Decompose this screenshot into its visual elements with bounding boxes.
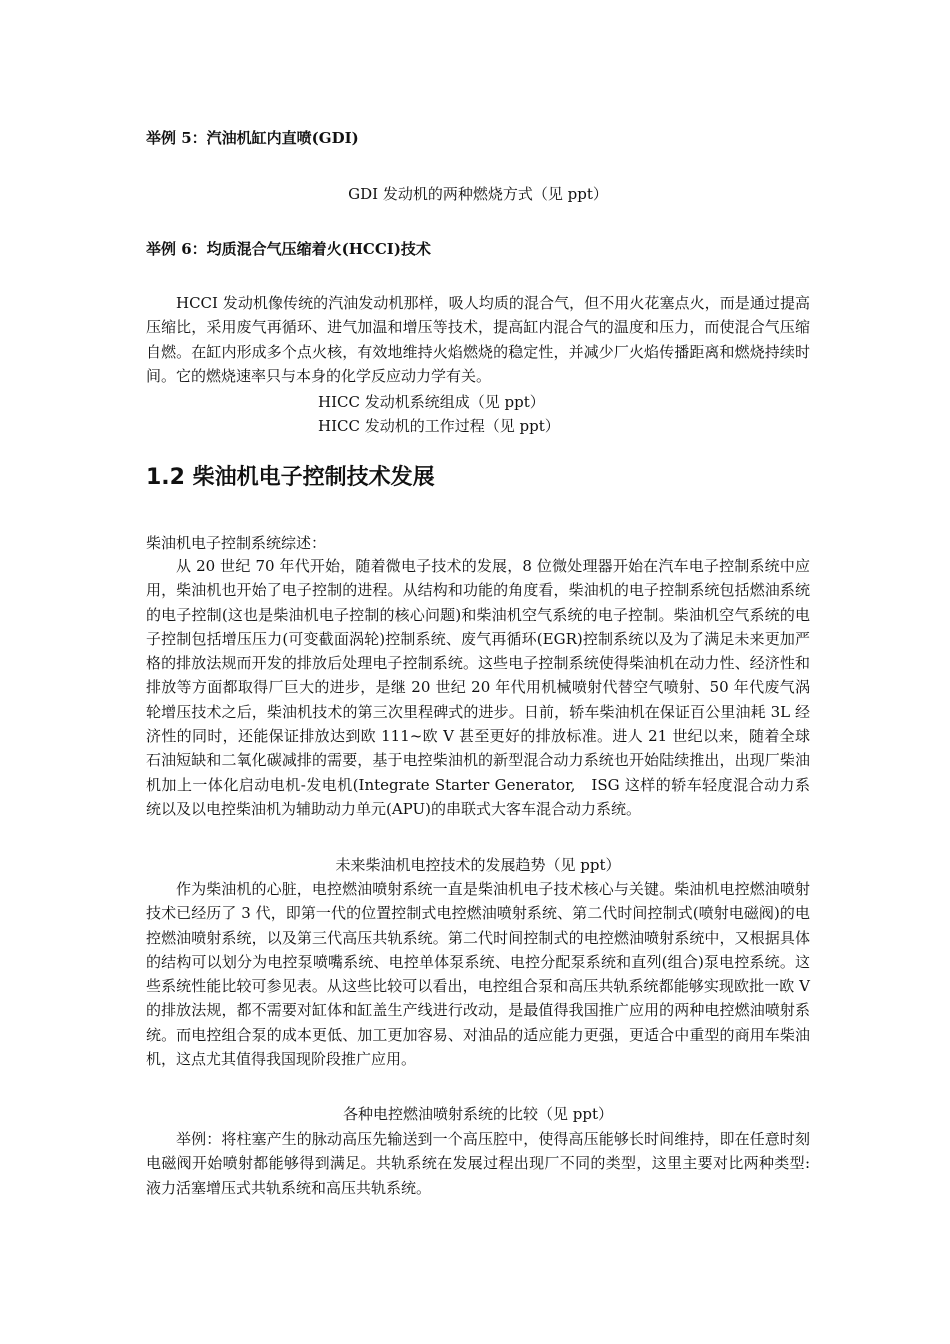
gdi-figure-caption: GDI 发动机的两种燃烧方式（见 ppt） xyxy=(348,185,608,203)
trend-caption: 未来柴油机电控技术的发展趋势（见 ppt） xyxy=(335,856,621,874)
paragraph-common-rail-text: 举例：将柱塞产生的脉动高压先输送到一个高压腔中，使得高压能够长时间维持，即在任意时刻电磁阀开始喷射都能够得到满足。共轨系统在发展过程出现厂不同的类型，这里主要对比两种类型:液力活塞增压式共轨系统和高压共轨系统。 xyxy=(146,1130,810,1197)
example-5-label: 举例 5：汽油机缸内直喷(GDI) xyxy=(146,129,359,147)
overview-label: 柴油机电子控制系统综述： xyxy=(146,534,327,552)
hcci-paragraph xyxy=(146,291,810,388)
comparison-caption: 各种电控燃油喷射系统的比较（见 ppt） xyxy=(342,1105,613,1123)
hicc-caption-system: HICC 发动机系统组成（见 ppt） xyxy=(318,393,545,411)
example-6-label: 举例 6：均质混合气压缩着火(HCCI)技术 xyxy=(146,240,431,258)
section-heading: 1.2 柴油机电子控制技术发展 xyxy=(146,465,435,490)
paragraph-fuel-injection xyxy=(146,877,810,1071)
hcci-paragraph-text: HCCI 发动机像传统的汽油发动机那样，吸人均质的混合气，但不用火花塞点火，而是通过提高压缩比，采用废气再循环、进气加温和增压等技术，提高缸内混合气的温度和压力，而使混合气压缩自燃。在缸内形成多个点火核，有效地维持火焰燃烧的稳定性，并减少厂火焰传播距离和燃烧持续时间。它的燃烧速率只与本身的化学反应动力学有关。 xyxy=(146,294,810,385)
paragraph-common-rail xyxy=(146,1127,810,1200)
paragraph-fuel-injection-text: 作为柴油机的心脏，电控燃油喷射系统一直是柴油机电子技术核心与关键。柴油机电控燃油喷射技术已经历了 3 代，即第一代的位置控制式电控燃油喷射系统、第二代时间控制式(喷射电磁阀)的电控燃油喷射系统，以及第三代高压共轨系统。第二代时间控制式的电控燃油喷射系统中，又根据具体的结构可以划分为电控泵喷嘴系统、电控单体泵系统、电控分配泵系统和直列(组合)泵电控系统。这些系统性能比较可参见表。从这些比较可以看出，电控组合泵和高压共轨系统都能够实现欧批一欧 V 的排放法规，都不需要对缸体和缸盖生产线进行改动，是最值得我国推广应用的两种电控燃油喷射系统。而电控组合泵的成本更低、加工更加容易、对油品的适应能力更强，更适合中重型的商用车柴油机，这点尤其值得我国现阶段推广应用。 xyxy=(146,880,810,1069)
hicc-caption-process: HICC 发动机的工作过程（见 ppt） xyxy=(318,417,560,435)
paragraph-electronic-control-text: 从 20 世纪 70 年代开始，随着微电子技术的发展，8 位微处理器开始在汽车电子控制系统中应用，柴油机也开始了电子控制的进程。从结构和功能的角度看，柴油机的电子控制系统包括燃油系统的电子控制(这也是柴油机电子控制的核心问题)和柴油机空气系统的电子控制。柴油机空气系统的电子控制包括增压压力(可变截面涡轮)控制系统、废气再循环(EGR)控制系统以及为了满足未来更加严格的排放法规而开发的排放后处理电子控制系统。这些电子控制系统使得柴油机在动力性、经济性和排放等方面都取得厂巨大的进步，是继 20 世纪 20 年代用机械喷射代替空气喷射、50 年代废气涡轮增压技术之后，柴油机技术的第三次里程碑式的进步。日前，轿车柴油机在保证百公里油耗 3L 经济性的同时，还能保证排放达到欧 111~欧 V 甚至更好的排放标准。进人 21 世纪以来，随着全球石油短缺和二氧化碳减排的需要，基于电控柴油机的新型混合动力系统也开始陆续推出，出现厂柴油机加上一体化启动电机-发电机(Integrate Starter Generator, ISG 这样的轿车轻度混合动力系统以及以电控柴油机为辅助动力单元(APU)的串联式大客车混合动力系统。 xyxy=(146,557,810,818)
paragraph-electronic-control xyxy=(146,554,810,821)
